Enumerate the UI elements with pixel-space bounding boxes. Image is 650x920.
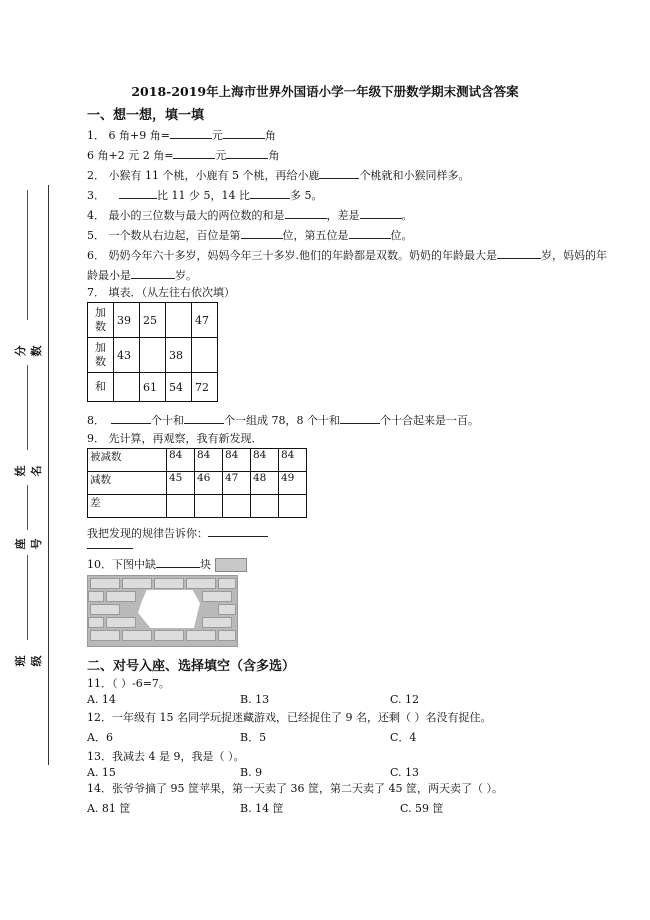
option-14-a[interactable]: A. 81 筐 <box>87 802 131 815</box>
question-9: 9． 先计算，再观察，我有新发现． <box>87 432 263 445</box>
question-6: 6． 奶奶今年六十多岁，妈妈今年三十多岁.他们的年龄都是双数。奶奶的年龄最大是 岁，妈妈的年 <box>87 249 607 262</box>
table-cell[interactable]: 39 <box>114 303 140 338</box>
brick-sample <box>215 558 247 572</box>
table-row <box>88 472 307 495</box>
question-11: 11．（ ）-6=7。 <box>87 677 170 690</box>
rule-prompt: 我把发现的规律告诉你： <box>87 526 268 541</box>
option-13-c[interactable]: C. 13 <box>390 766 420 779</box>
brick-wall-image <box>87 575 238 647</box>
row-header: 被减数 <box>88 449 167 472</box>
option-13-a[interactable]: A. 15 <box>87 766 116 779</box>
table-cell[interactable]: 25 <box>140 303 166 338</box>
row-header: 加 数 <box>88 338 114 373</box>
table-cell: 49 <box>279 472 307 495</box>
seat-line <box>27 485 28 530</box>
question-14: 14．张爷爷摘了 95 筐苹果，第一天卖了 36 筐，第二天卖了 45 筐，两天卖了（ ）。 <box>87 782 503 795</box>
question-1: 1． 6 角+9 角= 元 角 <box>87 129 276 142</box>
table-cell: 84 <box>251 449 279 472</box>
score-label: 分数 <box>14 345 43 357</box>
question-12: 12．一年级有 15 名同学玩捉迷藏游戏，已经捉住了 9 名，还剩（ ）名没有捉住。 <box>87 711 492 724</box>
subtraction-table <box>87 448 307 518</box>
table-cell: 45 <box>167 472 195 495</box>
seat-label: 座号 <box>14 538 43 550</box>
question-3: 3． 比 11 少 5，14 比 多 5。 <box>87 189 323 202</box>
option-11-c[interactable]: C. 12 <box>390 693 420 706</box>
table-cell[interactable]: 61 <box>140 373 166 402</box>
table-cell: 84 <box>223 449 251 472</box>
table-cell: 84 <box>167 449 195 472</box>
question-13: 13．我减去 4 是 9，我是（ ）。 <box>87 750 245 763</box>
table-cell[interactable]: 72 <box>192 373 218 402</box>
page-title: 2018-2019年上海市世界外国语小学一年级下册数学期末测试含答案 <box>131 84 519 99</box>
class-line <box>27 555 28 640</box>
table-cell[interactable] <box>114 373 140 402</box>
table-cell[interactable] <box>192 338 218 373</box>
score-line <box>27 190 28 320</box>
binding-line <box>48 185 49 765</box>
table-cell[interactable]: 54 <box>166 373 192 402</box>
class-label: 班级 <box>14 655 43 667</box>
option-12-b[interactable]: B．5 <box>240 731 267 744</box>
table-cell[interactable] <box>223 495 251 518</box>
table-row <box>88 495 307 518</box>
option-11-a[interactable]: A. 14 <box>87 693 116 706</box>
table-cell: 48 <box>251 472 279 495</box>
question-5: 5． 一个数从右边起，百位是第 位，第五位是 位。 <box>87 229 413 242</box>
section1-heading: 一、想一想，填一填 <box>87 108 205 123</box>
table-cell[interactable] <box>167 495 195 518</box>
option-14-c[interactable]: C. 59 筐 <box>400 802 444 815</box>
option-12-c[interactable]: C．4 <box>390 731 417 744</box>
addition-table <box>87 302 218 402</box>
name-line <box>27 365 28 450</box>
question-2: 2． 小猴有 11 个桃，小鹿有 5 个桃，再给小鹿 个桃就和小猴同样多。 <box>87 169 470 182</box>
option-11-b[interactable]: B. 13 <box>240 693 270 706</box>
question-10: 10．下图中缺 块 <box>87 557 247 572</box>
name-label: 姓名 <box>14 465 43 477</box>
table-cell[interactable] <box>279 495 307 518</box>
table-cell[interactable] <box>140 338 166 373</box>
table-cell[interactable]: 38 <box>166 338 192 373</box>
question-4: 4． 最小的三位数与最大的两位数的和是 ，差是 。 <box>87 209 413 222</box>
table-cell[interactable] <box>195 495 223 518</box>
rule-answer-line <box>87 548 133 549</box>
table-cell: 84 <box>195 449 223 472</box>
question-1b: 6 角+2 元 2 角= 元 角 <box>87 149 280 162</box>
question-8: 8． 个十和 个一组成 78，8 个十和 个十合起来是一百。 <box>87 414 479 427</box>
option-13-b[interactable]: B. 9 <box>240 766 263 779</box>
row-header: 差 <box>88 495 167 518</box>
row-header: 加 数 <box>88 303 114 338</box>
table-cell[interactable]: 47 <box>192 303 218 338</box>
table-cell: 47 <box>223 472 251 495</box>
table-row <box>88 449 307 472</box>
question-7: 7． 填表．（从左往右依次填） <box>87 286 235 299</box>
table-cell: 84 <box>279 449 307 472</box>
table-row <box>88 303 218 338</box>
option-14-b[interactable]: B. 14 筐 <box>240 802 284 815</box>
wall-hole <box>138 590 200 628</box>
table-row <box>88 373 218 402</box>
question-6-cont: 龄最小是 岁。 <box>87 269 197 282</box>
table-cell[interactable]: 43 <box>114 338 140 373</box>
table-cell[interactable] <box>166 303 192 338</box>
row-header: 减数 <box>88 472 167 495</box>
table-cell[interactable] <box>251 495 279 518</box>
section2-heading: 二、对号入座、选择填空（含多选） <box>87 659 296 674</box>
option-12-a[interactable]: A．6 <box>87 731 113 744</box>
row-header: 和 <box>88 373 114 402</box>
table-cell: 46 <box>195 472 223 495</box>
table-row <box>88 338 218 373</box>
